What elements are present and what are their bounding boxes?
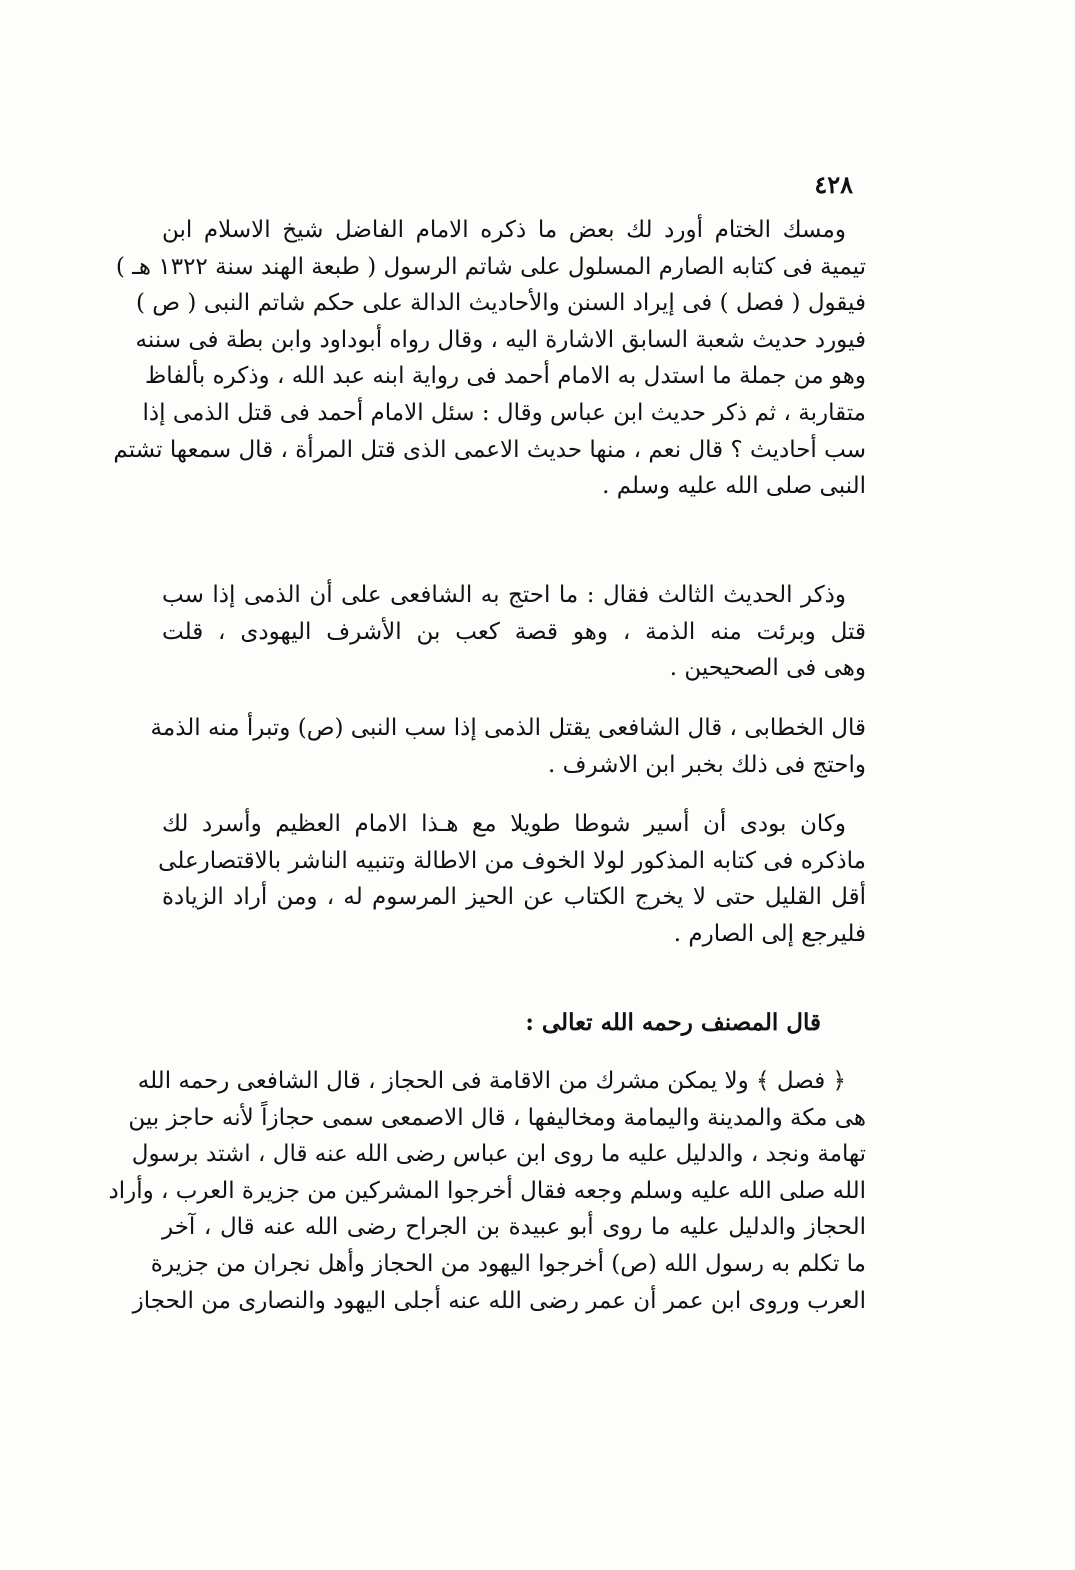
section-heading: قال المصنف رحمه الله تعالى : [525,1009,821,1036]
text-line: تيمية فى كتابه الصارم المسلول على شاتم الرسول ( طبعة الهند سنة ١٣٢٢ هـ ) [115,253,866,280]
text-line: فيورد حديث شعبة السابق الاشارة اليه ، وقال رواه أبوداود وابن بطة فى سننه [135,326,866,353]
text-line: تهامة ونجد ، والدليل عليه ما روى ابن عباس رضى الله عنه قال ، اشتد برسول [131,1141,866,1168]
text-line: ما تكلم به رسول الله (ص) أخرجوا اليهود من الحجاز وأهل نجران من جزيرة [150,1250,866,1277]
paragraph-khattabi [150,710,866,783]
text-line: متقاربة ، ثم ذكر حديث ابن عباس وقال : سئل الامام أحمد فى قتل الذمى إذا [142,399,866,426]
text-line: أقل القليل حتى لا يخرج الكتاب عن الحيز المرسوم له ، ومن أراد الزيادة [162,884,866,911]
text-line: واحتج فى ذلك بخبر ابن الاشرف . [548,751,866,778]
text-line: هى مكة والمدينة واليمامة ومخاليفها ، قال الاصمعى سمى حجازاً لأنه حاجز بين [128,1104,866,1131]
text-line: الحجاز والدليل عليه ما روى أبو عبيدة بن الجراح رضى الله عنه قال ، آخر [162,1214,866,1241]
text-line: سب أحاديث ؟ قال نعم ، منها حديث الاعمى الذى قتل المرأة ، قال سمعها تشتم [113,436,866,463]
text-line: فيقول ( فصل ) فى إيراد السنن والأحاديث الدالة على حكم شاتم النبى ( ص ) [136,290,866,317]
text-line: وذكر الحديث الثالث فقال : ما احتج به الشافعى على أن الذمى إذا سب [162,582,846,608]
text-line: وهى فى الصحيحين . [669,655,866,682]
text-line: النبى صلى الله عليه وسلم . [602,473,866,500]
text-line: الله صلى الله عليه وسلم وجعه فقال أخرجوا المشركين من جزيرة العرب ، وأراد [108,1177,866,1204]
text-line: وكان بودى أن أسير شوطا طويلا مع هـذا الامام العظيم وأسرد لك [162,811,846,837]
text-line: ماذكره فى كتابه المذكور لولا الخوف من الاطالة وتنبيه الناشر بالاقتصارعلى [158,847,866,874]
text-line: وهو من جملة ما استدل به الامام أحمد فى رواية ابنه عبد الله ، وذكره بألفاظ [144,363,866,390]
text-line: ومسك الختام أورد لك بعض ما ذكره الامام الفاضل شيخ الاسلام ابن [162,217,846,243]
paragraph-section [108,1063,866,1319]
text-line: العرب وروى ابن عمر أن عمر رضى الله عنه أجلى اليهود والنصارى من الحجاز [132,1287,866,1314]
text-line: قتل وبرئت منه الذمة ، وهو قصة كعب بن الأشرف اليهودى ، قلت [162,618,866,645]
paragraph-closing [158,806,866,952]
paragraph-intro [113,212,866,505]
text-line: قال الخطابى ، قال الشافعى يقتل الذمى إذا سب النبى (ص) وتبرأ منه الذمة [150,715,866,741]
text-line: ﴿ فصل ﴾ ولا يمكن مشرك من الاقامة فى الحجاز ، قال الشافعى رحمه الله [137,1068,846,1094]
text-line: فليرجع إلى الصارم . [673,920,866,947]
page-number: ٤٢٨ [814,170,853,199]
paragraph-third-hadith [162,577,866,687]
